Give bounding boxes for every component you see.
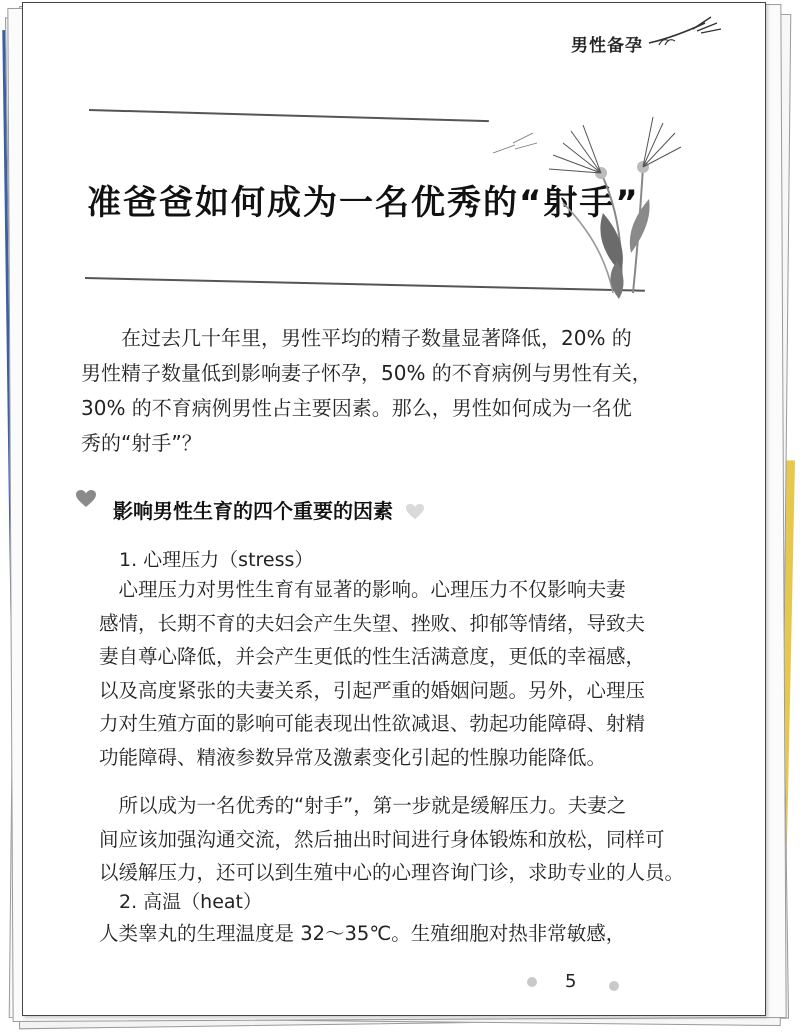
page-number: 5 (565, 971, 577, 992)
intro-line: 秀的“射手”？ (81, 431, 202, 455)
page-dot-decoration (527, 977, 537, 987)
intro-line: 男性精子数量低到影响妻子怀孕，50% 的不育病例与男性有关， (81, 361, 652, 385)
chapter-title: 准爸爸如何成为一名优秀的“射手” (87, 183, 640, 223)
stress-paragraph (99, 573, 645, 774)
title-top-rule (89, 109, 489, 122)
paragraph-line: 以及高度紧张的夫妻关系，引起严重的婚姻问题。另外，心理压 (99, 678, 646, 702)
arrow-feather-icon (645, 15, 725, 55)
paragraph-line: 所以成为一名优秀的“射手”，第一步就是缓解压力。夫妻之 (99, 794, 627, 817)
page-dot-decoration (609, 981, 619, 991)
paragraph-line: 人类睾丸的生理温度是 32～35℃。生殖细胞对热非常敏感， (99, 922, 626, 945)
book-page (22, 2, 766, 1016)
factor-heading-stress: 1. 心理压力（stress） (119, 549, 314, 571)
factor-heading-heat: 2. 高温（heat） (119, 891, 262, 913)
paragraph-line: 以缓解压力，还可以到生殖中心的心理咨询门诊，求助专业的人员。 (99, 861, 685, 884)
paragraph-line: 心理压力对男性生育有显著的影响。心理压力不仅影响夫妻 (99, 578, 626, 601)
dandelion-illustration-icon (453, 103, 693, 303)
intro-line: 30% 的不育病例男性占主要因素。那么，男性如何成为一名优 (81, 396, 632, 420)
stress-relief-paragraph (99, 789, 684, 890)
heat-paragraph (99, 917, 625, 951)
running-header: 男性备孕 (571, 36, 643, 56)
intro-paragraph (81, 321, 652, 461)
section-heading: 影响男性生育的四个重要的因素 (113, 499, 393, 523)
heart-icon (75, 489, 97, 509)
paragraph-line: 妻自尊心降低，并会产生更低的性生活满意度，更低的幸福感， (99, 645, 646, 668)
paragraph-line: 力对生殖方面的影响可能表现出性欲减退、勃起功能障碍、射精 (99, 712, 646, 735)
paragraph-line: 感情，长期不育的夫妇会产生失望、挫败、抑郁等情绪，导致夫 (99, 611, 646, 635)
paragraph-line: 功能障碍、精液参数异常及激素变化引起的性腺功能降低。 (99, 745, 607, 769)
heart-icon (405, 503, 425, 521)
intro-line: 在过去几十年里，男性平均的精子数量显著降低，20% 的 (81, 326, 632, 350)
paragraph-line: 间应该加强沟通交流，然后抽出时间进行身体锻炼和放松，同样可 (99, 827, 665, 851)
